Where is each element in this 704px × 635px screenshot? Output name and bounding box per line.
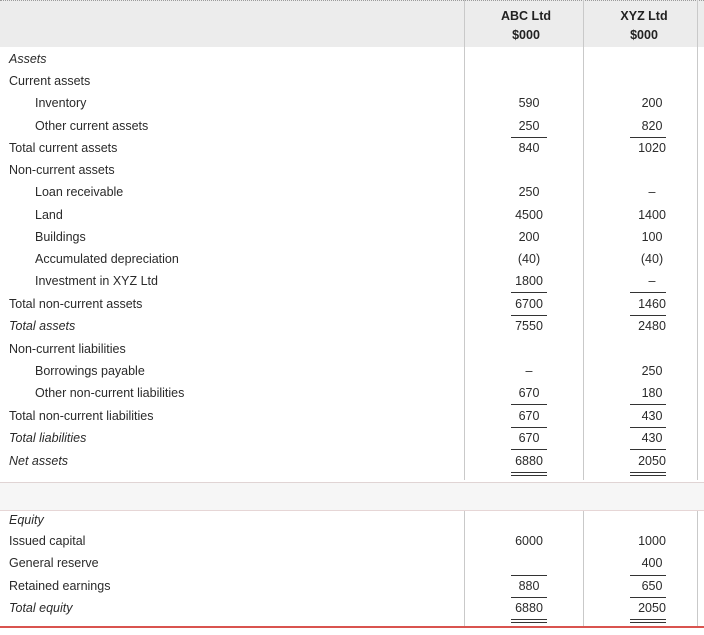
table-row [0,360,704,382]
row-label: Total current assets [9,141,118,155]
row-label: Equity [9,513,44,527]
xyz-value: 650 [641,579,663,593]
abc-value: 250 [518,185,540,199]
xyz-value: 430 [641,431,663,445]
abc-value: 670 [518,409,540,423]
abc-value: 670 [518,386,540,400]
xyz-unit: $000 [630,28,658,42]
table-row [0,137,704,159]
abc-value: 6700 [515,297,543,311]
row-label: Total assets [9,319,76,333]
abc-unit: $000 [512,28,540,42]
table-row [0,248,704,270]
row-label: Total non-current liabilities [9,409,154,423]
row-label: Loan receivable [35,185,124,199]
abc-value: (40) [517,252,541,266]
row-label: Investment in XYZ Ltd [35,274,158,288]
row-label: Total liabilities [9,431,87,445]
table-row [0,427,704,449]
table-row [0,405,704,427]
double-rule [630,475,666,476]
section-separator [0,482,704,511]
abc-column-header [466,7,586,45]
xyz-value: 1020 [638,141,666,155]
abc-value: 250 [518,119,540,133]
xyz-value: 2480 [638,319,666,333]
xyz-value: 1000 [638,534,666,548]
double-rule [630,619,666,620]
row-label: General reserve [9,556,99,570]
row-label: Retained earnings [9,579,111,593]
xyz-value: 200 [641,96,663,110]
row-label: Assets [9,52,47,66]
row-label: Non-current liabilities [9,342,126,356]
table-row [0,552,704,574]
xyz-value: 430 [641,409,663,423]
row-label: Issued capital [9,534,86,548]
abc-value: 6000 [515,534,543,548]
xyz-value: 2050 [638,454,666,468]
xyz-value: (40) [640,252,664,266]
xyz-company-name: XYZ Ltd [620,9,668,23]
row-label: Other current assets [35,119,149,133]
row-label: Inventory [35,96,87,110]
table-row [0,48,704,70]
table-row [0,382,704,404]
row-label: Land [35,208,63,222]
abc-value: 4500 [515,208,543,222]
abc-value: 880 [518,579,540,593]
row-label: Non-current assets [9,163,115,177]
abc-value: 670 [518,431,540,445]
abc-value: 200 [518,230,540,244]
abc-value: 6880 [515,454,543,468]
row-label: Buildings [35,230,86,244]
xyz-value: 250 [641,364,663,378]
row-label: Accumulated depreciation [35,252,179,266]
table-row [0,115,704,137]
table-header [0,0,704,47]
double-rule [511,622,547,623]
table-row [0,315,704,337]
xyz-value: 180 [641,386,663,400]
xyz-value: 100 [641,230,663,244]
xyz-value: 400 [641,556,663,570]
table-row [0,70,704,92]
xyz-value: 2050 [638,601,666,615]
row-label: Net assets [9,454,69,468]
abc-company-name: ABC Ltd [501,9,551,23]
table-row [0,159,704,181]
table-bottom-border [0,626,704,628]
table-row [0,530,704,552]
row-label: Other non-current liabilities [35,386,185,400]
table-row [0,597,704,619]
double-rule [630,622,666,623]
table-row [0,293,704,315]
table-row [0,181,704,203]
table-row [0,338,704,360]
xyz-column-header [584,7,704,45]
table-row [0,226,704,248]
xyz-value: 820 [641,119,663,133]
table-row [0,204,704,226]
xyz-value: 1460 [638,297,666,311]
double-rule [511,619,547,620]
table-row [0,92,704,114]
table-row [0,575,704,597]
abc-value: 6880 [515,601,543,615]
table-row [0,270,704,292]
abc-value: 590 [518,96,540,110]
double-rule [511,472,547,473]
double-rule [511,475,547,476]
table-row [0,450,704,472]
xyz-value: 1400 [638,208,666,222]
row-label: Total non-current assets [9,297,143,311]
table-row [0,509,704,531]
row-label: Total equity [9,601,73,615]
xyz-value: – [648,274,656,288]
row-label: Current assets [9,74,91,88]
abc-value: 7550 [515,319,543,333]
abc-value: 1800 [515,274,543,288]
abc-value: – [525,364,533,378]
abc-value: 840 [518,141,540,155]
xyz-value: – [648,185,656,199]
double-rule [630,472,666,473]
row-label: Borrowings payable [35,364,145,378]
